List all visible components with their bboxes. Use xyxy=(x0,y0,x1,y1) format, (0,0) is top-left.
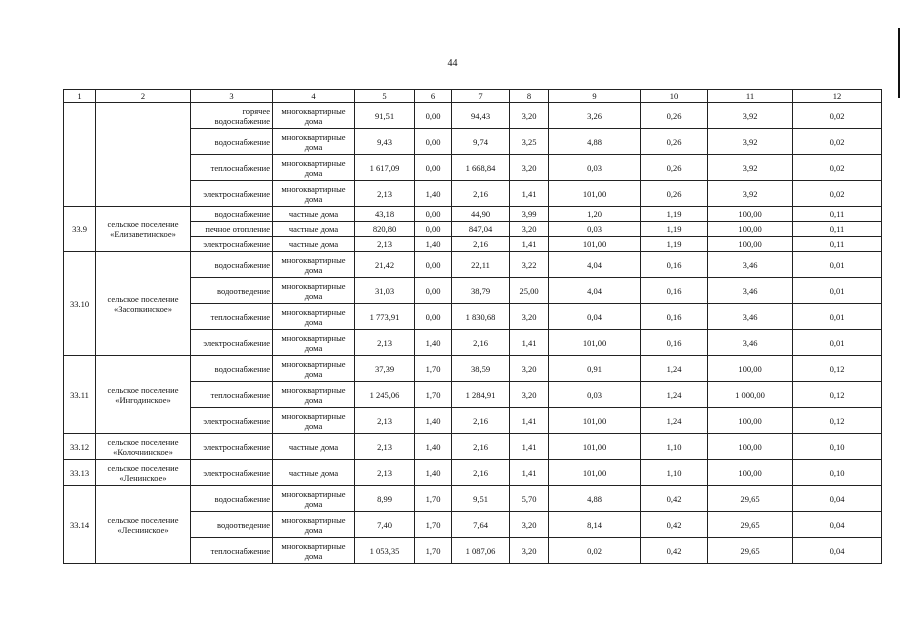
header-cell: 3 xyxy=(191,90,273,103)
table-row xyxy=(64,460,882,486)
header-cell: 4 xyxy=(273,90,355,103)
value-cell-8: 1,41 xyxy=(510,434,549,460)
value-cell-9: 101,00 xyxy=(549,181,641,207)
value-cell-6: 1,40 xyxy=(415,460,452,486)
value-cell-12: 0,04 xyxy=(793,538,882,564)
value-cell-9: 0,03 xyxy=(549,155,641,181)
header-row xyxy=(64,90,882,103)
value-cell-8: 3,99 xyxy=(510,207,549,222)
value-cell-6: 0,00 xyxy=(415,222,452,237)
service-cell: водоснабжение xyxy=(191,356,273,382)
value-cell-10: 1,10 xyxy=(641,434,708,460)
value-cell-8: 3,20 xyxy=(510,304,549,330)
header-cell: 8 xyxy=(510,90,549,103)
consumer-type-cell: многоквартирные дома xyxy=(273,356,355,382)
value-cell-5: 820,80 xyxy=(355,222,415,237)
consumer-type-cell: частные дома xyxy=(273,434,355,460)
value-cell-12: 0,01 xyxy=(793,278,882,304)
row-code-cell: 33.10 xyxy=(64,252,96,356)
header-cell: 11 xyxy=(708,90,793,103)
value-cell-7: 9,74 xyxy=(452,129,510,155)
consumer-type-cell: частные дома xyxy=(273,460,355,486)
row-code-cell: 33.13 xyxy=(64,460,96,486)
value-cell-10: 1,24 xyxy=(641,408,708,434)
value-cell-9: 1,20 xyxy=(549,207,641,222)
value-cell-10: 1,24 xyxy=(641,356,708,382)
value-cell-5: 1 617,09 xyxy=(355,155,415,181)
value-cell-10: 0,26 xyxy=(641,103,708,129)
value-cell-7: 22,11 xyxy=(452,252,510,278)
value-cell-7: 44,90 xyxy=(452,207,510,222)
consumer-type-cell: многоквартирные дома xyxy=(273,103,355,129)
value-cell-7: 2,16 xyxy=(452,237,510,252)
value-cell-8: 1,41 xyxy=(510,330,549,356)
value-cell-12: 0,02 xyxy=(793,155,882,181)
value-cell-8: 3,20 xyxy=(510,155,549,181)
value-cell-6: 1,70 xyxy=(415,356,452,382)
value-cell-12: 0,11 xyxy=(793,207,882,222)
value-cell-7: 1 284,91 xyxy=(452,382,510,408)
row-code-cell: 33.11 xyxy=(64,356,96,434)
value-cell-11: 100,00 xyxy=(708,408,793,434)
value-cell-5: 2,13 xyxy=(355,434,415,460)
settlement-name-cell xyxy=(96,103,191,207)
value-cell-10: 0,42 xyxy=(641,538,708,564)
consumer-type-cell: многоквартирные дома xyxy=(273,408,355,434)
value-cell-5: 2,13 xyxy=(355,181,415,207)
value-cell-11: 29,65 xyxy=(708,512,793,538)
value-cell-10: 1,19 xyxy=(641,207,708,222)
value-cell-5: 7,40 xyxy=(355,512,415,538)
service-cell: водоснабжение xyxy=(191,207,273,222)
row-code-cell: 33.14 xyxy=(64,486,96,564)
consumer-type-cell: частные дома xyxy=(273,237,355,252)
value-cell-10: 0,16 xyxy=(641,252,708,278)
value-cell-5: 9,43 xyxy=(355,129,415,155)
tariff-table xyxy=(63,89,882,564)
value-cell-6: 0,00 xyxy=(415,304,452,330)
value-cell-9: 4,04 xyxy=(549,252,641,278)
value-cell-10: 0,26 xyxy=(641,181,708,207)
value-cell-7: 1 087,06 xyxy=(452,538,510,564)
value-cell-11: 3,92 xyxy=(708,181,793,207)
value-cell-11: 3,46 xyxy=(708,330,793,356)
value-cell-5: 1 053,35 xyxy=(355,538,415,564)
value-cell-10: 0,16 xyxy=(641,330,708,356)
header-cell: 1 xyxy=(64,90,96,103)
service-cell: теплоснабжение xyxy=(191,155,273,181)
value-cell-5: 2,13 xyxy=(355,330,415,356)
value-cell-8: 3,20 xyxy=(510,103,549,129)
value-cell-11: 29,65 xyxy=(708,486,793,512)
settlement-name-cell: сельское поселение «Ленинское» xyxy=(96,460,191,486)
value-cell-12: 0,12 xyxy=(793,408,882,434)
value-cell-8: 25,00 xyxy=(510,278,549,304)
value-cell-10: 0,42 xyxy=(641,486,708,512)
page-number: 44 xyxy=(447,58,458,69)
value-cell-11: 3,46 xyxy=(708,304,793,330)
value-cell-8: 1,41 xyxy=(510,181,549,207)
value-cell-11: 3,92 xyxy=(708,155,793,181)
value-cell-5: 2,13 xyxy=(355,460,415,486)
value-cell-8: 1,41 xyxy=(510,408,549,434)
value-cell-6: 1,70 xyxy=(415,382,452,408)
value-cell-10: 1,19 xyxy=(641,237,708,252)
value-cell-11: 3,46 xyxy=(708,252,793,278)
settlement-name-cell: сельское поселение «Колочнинское» xyxy=(96,434,191,460)
service-cell: теплоснабжение xyxy=(191,304,273,330)
service-cell: горячее водоснабжение xyxy=(191,103,273,129)
value-cell-9: 3,26 xyxy=(549,103,641,129)
value-cell-8: 3,25 xyxy=(510,129,549,155)
value-cell-11: 3,92 xyxy=(708,103,793,129)
value-cell-9: 0,91 xyxy=(549,356,641,382)
consumer-type-cell: частные дома xyxy=(273,222,355,237)
value-cell-6: 1,40 xyxy=(415,408,452,434)
consumer-type-cell: многоквартирные дома xyxy=(273,538,355,564)
value-cell-7: 9,51 xyxy=(452,486,510,512)
value-cell-10: 1,10 xyxy=(641,460,708,486)
service-cell: водоотведение xyxy=(191,278,273,304)
value-cell-9: 0,03 xyxy=(549,222,641,237)
value-cell-12: 0,04 xyxy=(793,512,882,538)
consumer-type-cell: многоквартирные дома xyxy=(273,330,355,356)
header-cell: 7 xyxy=(452,90,510,103)
settlement-name-cell: сельское поселение «Леснинское» xyxy=(96,486,191,564)
value-cell-7: 1 668,84 xyxy=(452,155,510,181)
header-cell: 6 xyxy=(415,90,452,103)
value-cell-8: 3,20 xyxy=(510,512,549,538)
row-code-cell: 33.9 xyxy=(64,207,96,252)
value-cell-10: 1,24 xyxy=(641,382,708,408)
value-cell-9: 4,88 xyxy=(549,129,641,155)
value-cell-9: 101,00 xyxy=(549,434,641,460)
value-cell-6: 0,00 xyxy=(415,207,452,222)
value-cell-9: 4,04 xyxy=(549,278,641,304)
value-cell-7: 7,64 xyxy=(452,512,510,538)
value-cell-9: 8,14 xyxy=(549,512,641,538)
table-row xyxy=(64,252,882,278)
value-cell-6: 1,40 xyxy=(415,434,452,460)
value-cell-6: 1,70 xyxy=(415,486,452,512)
value-cell-9: 0,02 xyxy=(549,538,641,564)
value-cell-7: 38,79 xyxy=(452,278,510,304)
value-cell-7: 2,16 xyxy=(452,330,510,356)
margin-mark xyxy=(898,28,900,98)
value-cell-12: 0,02 xyxy=(793,129,882,155)
table-row xyxy=(64,103,882,129)
service-cell: электроснабжение xyxy=(191,408,273,434)
value-cell-5: 37,39 xyxy=(355,356,415,382)
value-cell-6: 1,70 xyxy=(415,512,452,538)
table-row xyxy=(64,207,882,222)
row-code-cell xyxy=(64,103,96,207)
consumer-type-cell: многоквартирные дома xyxy=(273,512,355,538)
value-cell-12: 0,01 xyxy=(793,304,882,330)
value-cell-12: 0,12 xyxy=(793,382,882,408)
value-cell-12: 0,02 xyxy=(793,103,882,129)
consumer-type-cell: многоквартирные дома xyxy=(273,155,355,181)
table-body xyxy=(64,90,882,564)
value-cell-9: 0,04 xyxy=(549,304,641,330)
value-cell-10: 0,16 xyxy=(641,304,708,330)
service-cell: водоснабжение xyxy=(191,486,273,512)
header-cell: 12 xyxy=(793,90,882,103)
value-cell-8: 5,70 xyxy=(510,486,549,512)
header-cell: 9 xyxy=(549,90,641,103)
value-cell-11: 100,00 xyxy=(708,237,793,252)
value-cell-12: 0,01 xyxy=(793,330,882,356)
value-cell-9: 101,00 xyxy=(549,408,641,434)
value-cell-8: 1,41 xyxy=(510,460,549,486)
service-cell: водоотведение xyxy=(191,512,273,538)
value-cell-12: 0,12 xyxy=(793,356,882,382)
settlement-name-cell: сельское поселение «Ингодинское» xyxy=(96,356,191,434)
value-cell-5: 1 773,91 xyxy=(355,304,415,330)
service-cell: электроснабжение xyxy=(191,181,273,207)
value-cell-8: 3,22 xyxy=(510,252,549,278)
consumer-type-cell: многоквартирные дома xyxy=(273,382,355,408)
value-cell-9: 101,00 xyxy=(549,330,641,356)
value-cell-8: 3,20 xyxy=(510,356,549,382)
value-cell-10: 0,42 xyxy=(641,512,708,538)
value-cell-12: 0,04 xyxy=(793,486,882,512)
value-cell-6: 0,00 xyxy=(415,103,452,129)
value-cell-8: 3,20 xyxy=(510,538,549,564)
value-cell-12: 0,11 xyxy=(793,222,882,237)
table-row xyxy=(64,356,882,382)
value-cell-10: 0,26 xyxy=(641,129,708,155)
value-cell-10: 1,19 xyxy=(641,222,708,237)
value-cell-11: 100,00 xyxy=(708,222,793,237)
value-cell-8: 3,20 xyxy=(510,222,549,237)
header-cell: 2 xyxy=(96,90,191,103)
value-cell-5: 43,18 xyxy=(355,207,415,222)
value-cell-5: 1 245,06 xyxy=(355,382,415,408)
value-cell-7: 38,59 xyxy=(452,356,510,382)
value-cell-6: 1,70 xyxy=(415,538,452,564)
value-cell-9: 101,00 xyxy=(549,237,641,252)
settlement-name-cell: сельское поселение «Елизаветинское» xyxy=(96,207,191,252)
value-cell-10: 0,16 xyxy=(641,278,708,304)
row-code-cell: 33.12 xyxy=(64,434,96,460)
value-cell-6: 1,40 xyxy=(415,330,452,356)
value-cell-5: 31,03 xyxy=(355,278,415,304)
consumer-type-cell: многоквартирные дома xyxy=(273,252,355,278)
value-cell-11: 100,00 xyxy=(708,356,793,382)
value-cell-5: 2,13 xyxy=(355,408,415,434)
value-cell-7: 94,43 xyxy=(452,103,510,129)
value-cell-12: 0,10 xyxy=(793,460,882,486)
value-cell-7: 2,16 xyxy=(452,434,510,460)
value-cell-9: 4,88 xyxy=(549,486,641,512)
table-row xyxy=(64,434,882,460)
value-cell-8: 1,41 xyxy=(510,237,549,252)
service-cell: печное отопление xyxy=(191,222,273,237)
service-cell: электроснабжение xyxy=(191,330,273,356)
value-cell-6: 1,40 xyxy=(415,181,452,207)
service-cell: водоснабжение xyxy=(191,129,273,155)
value-cell-6: 0,00 xyxy=(415,278,452,304)
value-cell-11: 100,00 xyxy=(708,460,793,486)
consumer-type-cell: многоквартирные дома xyxy=(273,278,355,304)
service-cell: электроснабжение xyxy=(191,460,273,486)
value-cell-7: 1 830,68 xyxy=(452,304,510,330)
value-cell-11: 100,00 xyxy=(708,434,793,460)
value-cell-6: 1,40 xyxy=(415,237,452,252)
value-cell-12: 0,11 xyxy=(793,237,882,252)
value-cell-9: 0,03 xyxy=(549,382,641,408)
value-cell-11: 3,92 xyxy=(708,129,793,155)
value-cell-5: 21,42 xyxy=(355,252,415,278)
value-cell-6: 0,00 xyxy=(415,129,452,155)
value-cell-11: 100,00 xyxy=(708,207,793,222)
value-cell-11: 1 000,00 xyxy=(708,382,793,408)
settlement-name-cell: сельское поселение «Засопкинское» xyxy=(96,252,191,356)
service-cell: теплоснабжение xyxy=(191,538,273,564)
value-cell-12: 0,02 xyxy=(793,181,882,207)
value-cell-12: 0,10 xyxy=(793,434,882,460)
value-cell-5: 2,13 xyxy=(355,237,415,252)
consumer-type-cell: многоквартирные дома xyxy=(273,304,355,330)
service-cell: теплоснабжение xyxy=(191,382,273,408)
value-cell-10: 0,26 xyxy=(641,155,708,181)
service-cell: электроснабжение xyxy=(191,237,273,252)
service-cell: водоснабжение xyxy=(191,252,273,278)
value-cell-7: 2,16 xyxy=(452,460,510,486)
consumer-type-cell: многоквартирные дома xyxy=(273,486,355,512)
consumer-type-cell: многоквартирные дома xyxy=(273,181,355,207)
value-cell-5: 91,51 xyxy=(355,103,415,129)
value-cell-11: 29,65 xyxy=(708,538,793,564)
service-cell: электроснабжение xyxy=(191,434,273,460)
value-cell-12: 0,01 xyxy=(793,252,882,278)
header-cell: 10 xyxy=(641,90,708,103)
table-row xyxy=(64,486,882,512)
value-cell-7: 847,04 xyxy=(452,222,510,237)
value-cell-7: 2,16 xyxy=(452,408,510,434)
value-cell-6: 0,00 xyxy=(415,155,452,181)
value-cell-9: 101,00 xyxy=(549,460,641,486)
value-cell-11: 3,46 xyxy=(708,278,793,304)
header-cell: 5 xyxy=(355,90,415,103)
value-cell-8: 3,20 xyxy=(510,382,549,408)
value-cell-7: 2,16 xyxy=(452,181,510,207)
consumer-type-cell: многоквартирные дома xyxy=(273,129,355,155)
consumer-type-cell: частные дома xyxy=(273,207,355,222)
value-cell-5: 8,99 xyxy=(355,486,415,512)
value-cell-6: 0,00 xyxy=(415,252,452,278)
